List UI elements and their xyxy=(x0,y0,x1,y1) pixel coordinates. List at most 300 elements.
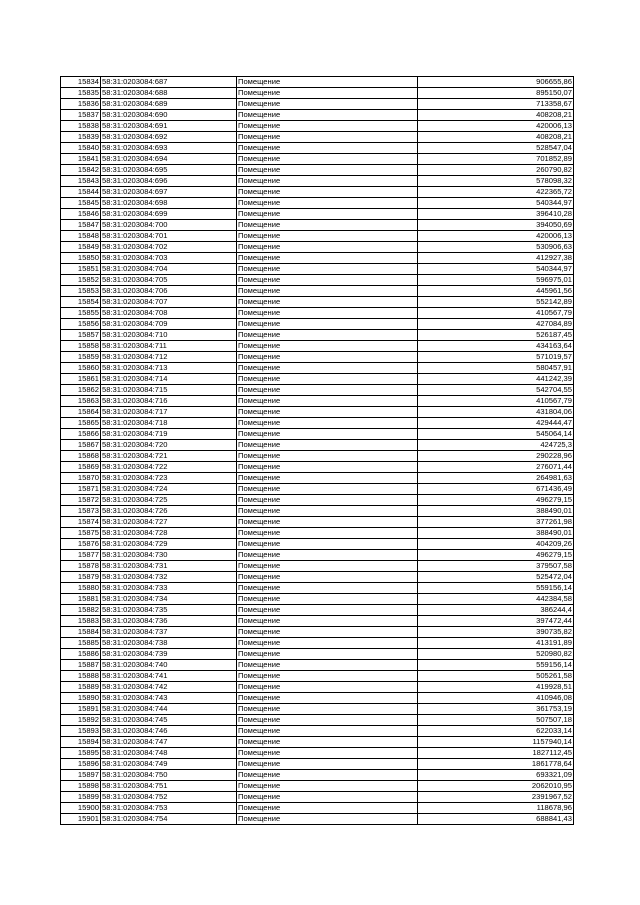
row-number-cell: 15849 xyxy=(61,242,101,253)
object-type-cell: Помещение xyxy=(237,341,418,352)
table-row xyxy=(61,638,574,649)
object-type-cell: Помещение xyxy=(237,385,418,396)
cadastral-value-cell: 410567,79 xyxy=(418,396,574,407)
cadastral-value-cell: 2391967,52 xyxy=(418,792,574,803)
object-type-cell: Помещение xyxy=(237,396,418,407)
cadastral-value-cell: 264981,63 xyxy=(418,473,574,484)
cadastral-value-cell: 542704,55 xyxy=(418,385,574,396)
cadastral-value-cell: 528547,04 xyxy=(418,143,574,154)
cadastral-number-cell: 58:31:0203084:716 xyxy=(101,396,237,407)
row-number-cell: 15879 xyxy=(61,572,101,583)
cadastral-value-cell: 2062010,95 xyxy=(418,781,574,792)
table-row xyxy=(61,572,574,583)
object-type-cell: Помещение xyxy=(237,198,418,209)
cadastral-value-cell: 895150,07 xyxy=(418,88,574,99)
table-row xyxy=(61,682,574,693)
row-number-cell: 15868 xyxy=(61,451,101,462)
cadastral-number-cell: 58:31:0203084:691 xyxy=(101,121,237,132)
document-sheet xyxy=(60,76,573,825)
row-number-cell: 15865 xyxy=(61,418,101,429)
cadastral-value-cell: 559156,14 xyxy=(418,660,574,671)
table-row xyxy=(61,792,574,803)
cadastral-value-cell: 442384,58 xyxy=(418,594,574,605)
object-type-cell: Помещение xyxy=(237,209,418,220)
object-type-cell: Помещение xyxy=(237,550,418,561)
cadastral-value-cell: 408208,21 xyxy=(418,132,574,143)
table-row xyxy=(61,693,574,704)
object-type-cell: Помещение xyxy=(237,77,418,88)
cadastral-number-cell: 58:31:0203084:741 xyxy=(101,671,237,682)
object-type-cell: Помещение xyxy=(237,792,418,803)
object-type-cell: Помещение xyxy=(237,132,418,143)
cadastral-number-cell: 58:31:0203084:753 xyxy=(101,803,237,814)
row-number-cell: 15874 xyxy=(61,517,101,528)
row-number-cell: 15888 xyxy=(61,671,101,682)
row-number-cell: 15838 xyxy=(61,121,101,132)
table-row xyxy=(61,704,574,715)
table-row xyxy=(61,407,574,418)
object-type-cell: Помещение xyxy=(237,506,418,517)
table-row xyxy=(61,198,574,209)
row-number-cell: 15853 xyxy=(61,286,101,297)
cadastral-value-cell: 412927,38 xyxy=(418,253,574,264)
cadastral-number-cell: 58:31:0203084:697 xyxy=(101,187,237,198)
object-type-cell: Помещение xyxy=(237,671,418,682)
cadastral-number-cell: 58:31:0203084:743 xyxy=(101,693,237,704)
cadastral-number-cell: 58:31:0203084:711 xyxy=(101,341,237,352)
cadastral-value-cell: 388490,01 xyxy=(418,506,574,517)
cadastral-value-cell: 505261,58 xyxy=(418,671,574,682)
object-type-cell: Помещение xyxy=(237,319,418,330)
row-number-cell: 15894 xyxy=(61,737,101,748)
cadastral-value-cell: 419928,51 xyxy=(418,682,574,693)
row-number-cell: 15900 xyxy=(61,803,101,814)
cadastral-value-table xyxy=(60,76,574,825)
object-type-cell: Помещение xyxy=(237,462,418,473)
object-type-cell: Помещение xyxy=(237,264,418,275)
object-type-cell: Помещение xyxy=(237,99,418,110)
table-row xyxy=(61,539,574,550)
row-number-cell: 15889 xyxy=(61,682,101,693)
cadastral-number-cell: 58:31:0203084:736 xyxy=(101,616,237,627)
cadastral-number-cell: 58:31:0203084:714 xyxy=(101,374,237,385)
object-type-cell: Помещение xyxy=(237,638,418,649)
row-number-cell: 15836 xyxy=(61,99,101,110)
cadastral-number-cell: 58:31:0203084:717 xyxy=(101,407,237,418)
object-type-cell: Помещение xyxy=(237,770,418,781)
cadastral-value-cell: 1861778,64 xyxy=(418,759,574,770)
row-number-cell: 15884 xyxy=(61,627,101,638)
cadastral-number-cell: 58:31:0203084:719 xyxy=(101,429,237,440)
row-number-cell: 15899 xyxy=(61,792,101,803)
cadastral-number-cell: 58:31:0203084:729 xyxy=(101,539,237,550)
cadastral-number-cell: 58:31:0203084:735 xyxy=(101,605,237,616)
object-type-cell: Помещение xyxy=(237,297,418,308)
object-type-cell: Помещение xyxy=(237,715,418,726)
table-row xyxy=(61,671,574,682)
cadastral-value-cell: 410567,79 xyxy=(418,308,574,319)
cadastral-value-cell: 118678,96 xyxy=(418,803,574,814)
row-number-cell: 15860 xyxy=(61,363,101,374)
cadastral-value-cell: 496279,15 xyxy=(418,550,574,561)
row-number-cell: 15859 xyxy=(61,352,101,363)
cadastral-value-cell: 496279,15 xyxy=(418,495,574,506)
cadastral-number-cell: 58:31:0203084:726 xyxy=(101,506,237,517)
row-number-cell: 15852 xyxy=(61,275,101,286)
cadastral-value-cell: 379507,58 xyxy=(418,561,574,572)
row-number-cell: 15858 xyxy=(61,341,101,352)
row-number-cell: 15839 xyxy=(61,132,101,143)
cadastral-number-cell: 58:31:0203084:703 xyxy=(101,253,237,264)
object-type-cell: Помещение xyxy=(237,660,418,671)
object-type-cell: Помещение xyxy=(237,682,418,693)
row-number-cell: 15873 xyxy=(61,506,101,517)
row-number-cell: 15892 xyxy=(61,715,101,726)
table-row xyxy=(61,154,574,165)
table-row xyxy=(61,209,574,220)
cadastral-number-cell: 58:31:0203084:728 xyxy=(101,528,237,539)
table-row xyxy=(61,605,574,616)
table-row xyxy=(61,506,574,517)
cadastral-value-cell: 526187,45 xyxy=(418,330,574,341)
cadastral-number-cell: 58:31:0203084:733 xyxy=(101,583,237,594)
object-type-cell: Помещение xyxy=(237,440,418,451)
cadastral-value-cell: 441242,39 xyxy=(418,374,574,385)
table-row xyxy=(61,803,574,814)
cadastral-number-cell: 58:31:0203084:730 xyxy=(101,550,237,561)
cadastral-value-cell: 580457,91 xyxy=(418,363,574,374)
row-number-cell: 15847 xyxy=(61,220,101,231)
row-number-cell: 15875 xyxy=(61,528,101,539)
table-row xyxy=(61,627,574,638)
cadastral-value-cell: 427084,89 xyxy=(418,319,574,330)
cadastral-value-cell: 377261,98 xyxy=(418,517,574,528)
row-number-cell: 15867 xyxy=(61,440,101,451)
object-type-cell: Помещение xyxy=(237,594,418,605)
table-row xyxy=(61,77,574,88)
cadastral-number-cell: 58:31:0203084:713 xyxy=(101,363,237,374)
object-type-cell: Помещение xyxy=(237,363,418,374)
row-number-cell: 15870 xyxy=(61,473,101,484)
table-row xyxy=(61,297,574,308)
cadastral-number-cell: 58:31:0203084:702 xyxy=(101,242,237,253)
cadastral-number-cell: 58:31:0203084:737 xyxy=(101,627,237,638)
row-number-cell: 15846 xyxy=(61,209,101,220)
cadastral-number-cell: 58:31:0203084:695 xyxy=(101,165,237,176)
cadastral-value-cell: 386244,4 xyxy=(418,605,574,616)
cadastral-value-cell: 688841,43 xyxy=(418,814,574,825)
cadastral-number-cell: 58:31:0203084:754 xyxy=(101,814,237,825)
table-row xyxy=(61,275,574,286)
cadastral-number-cell: 58:31:0203084:738 xyxy=(101,638,237,649)
table-row xyxy=(61,484,574,495)
object-type-cell: Помещение xyxy=(237,165,418,176)
object-type-cell: Помещение xyxy=(237,275,418,286)
table-row xyxy=(61,594,574,605)
cadastral-number-cell: 58:31:0203084:749 xyxy=(101,759,237,770)
table-row xyxy=(61,132,574,143)
object-type-cell: Помещение xyxy=(237,561,418,572)
cadastral-number-cell: 58:31:0203084:720 xyxy=(101,440,237,451)
object-type-cell: Помещение xyxy=(237,737,418,748)
cadastral-number-cell: 58:31:0203084:750 xyxy=(101,770,237,781)
table-row xyxy=(61,363,574,374)
table-row xyxy=(61,473,574,484)
table-row xyxy=(61,781,574,792)
row-number-cell: 15841 xyxy=(61,154,101,165)
row-number-cell: 15877 xyxy=(61,550,101,561)
row-number-cell: 15835 xyxy=(61,88,101,99)
cadastral-value-cell: 396410,28 xyxy=(418,209,574,220)
cadastral-value-cell: 596975,01 xyxy=(418,275,574,286)
row-number-cell: 15883 xyxy=(61,616,101,627)
table-row xyxy=(61,374,574,385)
row-number-cell: 15895 xyxy=(61,748,101,759)
cadastral-number-cell: 58:31:0203084:688 xyxy=(101,88,237,99)
cadastral-number-cell: 58:31:0203084:742 xyxy=(101,682,237,693)
cadastral-value-cell: 397472,44 xyxy=(418,616,574,627)
cadastral-value-cell: 388490,01 xyxy=(418,528,574,539)
cadastral-number-cell: 58:31:0203084:724 xyxy=(101,484,237,495)
cadastral-number-cell: 58:31:0203084:747 xyxy=(101,737,237,748)
cadastral-number-cell: 58:31:0203084:734 xyxy=(101,594,237,605)
row-number-cell: 15862 xyxy=(61,385,101,396)
cadastral-value-cell: 290228,96 xyxy=(418,451,574,462)
cadastral-number-cell: 58:31:0203084:698 xyxy=(101,198,237,209)
object-type-cell: Помещение xyxy=(237,693,418,704)
row-number-cell: 15886 xyxy=(61,649,101,660)
row-number-cell: 15881 xyxy=(61,594,101,605)
row-number-cell: 15845 xyxy=(61,198,101,209)
row-number-cell: 15856 xyxy=(61,319,101,330)
cadastral-value-cell: 693321,09 xyxy=(418,770,574,781)
cadastral-value-cell: 552142,89 xyxy=(418,297,574,308)
table-row xyxy=(61,396,574,407)
cadastral-value-cell: 520980,82 xyxy=(418,649,574,660)
cadastral-number-cell: 58:31:0203084:690 xyxy=(101,110,237,121)
cadastral-number-cell: 58:31:0203084:712 xyxy=(101,352,237,363)
object-type-cell: Помещение xyxy=(237,583,418,594)
cadastral-number-cell: 58:31:0203084:710 xyxy=(101,330,237,341)
row-number-cell: 15893 xyxy=(61,726,101,737)
table-row xyxy=(61,88,574,99)
object-type-cell: Помещение xyxy=(237,484,418,495)
row-number-cell: 15837 xyxy=(61,110,101,121)
cadastral-number-cell: 58:31:0203084:718 xyxy=(101,418,237,429)
cadastral-value-cell: 394050,69 xyxy=(418,220,574,231)
table-row xyxy=(61,561,574,572)
cadastral-number-cell: 58:31:0203084:696 xyxy=(101,176,237,187)
cadastral-number-cell: 58:31:0203084:704 xyxy=(101,264,237,275)
cadastral-number-cell: 58:31:0203084:731 xyxy=(101,561,237,572)
cadastral-value-cell: 434163,64 xyxy=(418,341,574,352)
row-number-cell: 15834 xyxy=(61,77,101,88)
cadastral-number-cell: 58:31:0203084:700 xyxy=(101,220,237,231)
table-row xyxy=(61,385,574,396)
table-row xyxy=(61,187,574,198)
object-type-cell: Помещение xyxy=(237,143,418,154)
row-number-cell: 15855 xyxy=(61,308,101,319)
row-number-cell: 15848 xyxy=(61,231,101,242)
object-type-cell: Помещение xyxy=(237,88,418,99)
row-number-cell: 15878 xyxy=(61,561,101,572)
table-row xyxy=(61,242,574,253)
table-row xyxy=(61,451,574,462)
cadastral-value-cell: 420006,13 xyxy=(418,231,574,242)
row-number-cell: 15891 xyxy=(61,704,101,715)
cadastral-value-cell: 540344,97 xyxy=(418,198,574,209)
cadastral-number-cell: 58:31:0203084:705 xyxy=(101,275,237,286)
cadastral-number-cell: 58:31:0203084:706 xyxy=(101,286,237,297)
table-row xyxy=(61,726,574,737)
cadastral-number-cell: 58:31:0203084:708 xyxy=(101,308,237,319)
object-type-cell: Помещение xyxy=(237,748,418,759)
row-number-cell: 15866 xyxy=(61,429,101,440)
object-type-cell: Помещение xyxy=(237,110,418,121)
object-type-cell: Помещение xyxy=(237,572,418,583)
cadastral-value-cell: 530906,63 xyxy=(418,242,574,253)
cadastral-number-cell: 58:31:0203084:748 xyxy=(101,748,237,759)
cadastral-value-cell: 507507,18 xyxy=(418,715,574,726)
object-type-cell: Помещение xyxy=(237,352,418,363)
row-number-cell: 15896 xyxy=(61,759,101,770)
table-row xyxy=(61,319,574,330)
cadastral-number-cell: 58:31:0203084:689 xyxy=(101,99,237,110)
cadastral-value-cell: 1157940,14 xyxy=(418,737,574,748)
object-type-cell: Помещение xyxy=(237,330,418,341)
table-row xyxy=(61,770,574,781)
object-type-cell: Помещение xyxy=(237,759,418,770)
table-row xyxy=(61,220,574,231)
table-row xyxy=(61,176,574,187)
row-number-cell: 15897 xyxy=(61,770,101,781)
object-type-cell: Помещение xyxy=(237,539,418,550)
table-row xyxy=(61,748,574,759)
cadastral-number-cell: 58:31:0203084:723 xyxy=(101,473,237,484)
cadastral-value-cell: 390735,82 xyxy=(418,627,574,638)
table-row xyxy=(61,341,574,352)
row-number-cell: 15872 xyxy=(61,495,101,506)
table-row xyxy=(61,649,574,660)
object-type-cell: Помещение xyxy=(237,517,418,528)
cadastral-value-cell: 413191,89 xyxy=(418,638,574,649)
cadastral-value-cell: 445961,56 xyxy=(418,286,574,297)
table-row xyxy=(61,121,574,132)
table-row xyxy=(61,99,574,110)
object-type-cell: Помещение xyxy=(237,429,418,440)
table-row xyxy=(61,308,574,319)
cadastral-number-cell: 58:31:0203084:752 xyxy=(101,792,237,803)
object-type-cell: Помещение xyxy=(237,473,418,484)
object-type-cell: Помещение xyxy=(237,495,418,506)
table-row xyxy=(61,462,574,473)
table-row xyxy=(61,286,574,297)
row-number-cell: 15901 xyxy=(61,814,101,825)
object-type-cell: Помещение xyxy=(237,418,418,429)
object-type-cell: Помещение xyxy=(237,649,418,660)
object-type-cell: Помещение xyxy=(237,704,418,715)
table-row xyxy=(61,418,574,429)
cadastral-number-cell: 58:31:0203084:745 xyxy=(101,715,237,726)
row-number-cell: 15861 xyxy=(61,374,101,385)
table-row xyxy=(61,550,574,561)
cadastral-number-cell: 58:31:0203084:692 xyxy=(101,132,237,143)
table-row xyxy=(61,583,574,594)
cadastral-value-cell: 906655,86 xyxy=(418,77,574,88)
object-type-cell: Помещение xyxy=(237,308,418,319)
cadastral-number-cell: 58:31:0203084:715 xyxy=(101,385,237,396)
cadastral-value-cell: 525472,04 xyxy=(418,572,574,583)
table-row xyxy=(61,429,574,440)
row-number-cell: 15882 xyxy=(61,605,101,616)
cadastral-number-cell: 58:31:0203084:701 xyxy=(101,231,237,242)
object-type-cell: Помещение xyxy=(237,176,418,187)
cadastral-value-cell: 545064,14 xyxy=(418,429,574,440)
table-row xyxy=(61,264,574,275)
row-number-cell: 15851 xyxy=(61,264,101,275)
row-number-cell: 15857 xyxy=(61,330,101,341)
object-type-cell: Помещение xyxy=(237,407,418,418)
table-row xyxy=(61,517,574,528)
table-body xyxy=(61,77,574,825)
table-row xyxy=(61,110,574,121)
row-number-cell: 15843 xyxy=(61,176,101,187)
object-type-cell: Помещение xyxy=(237,242,418,253)
cadastral-value-cell: 260790,82 xyxy=(418,165,574,176)
object-type-cell: Помещение xyxy=(237,451,418,462)
cadastral-value-cell: 1827112,45 xyxy=(418,748,574,759)
row-number-cell: 15898 xyxy=(61,781,101,792)
object-type-cell: Помещение xyxy=(237,231,418,242)
cadastral-value-cell: 578098,32 xyxy=(418,176,574,187)
cadastral-value-cell: 276071,44 xyxy=(418,462,574,473)
object-type-cell: Помещение xyxy=(237,627,418,638)
cadastral-value-cell: 622033,14 xyxy=(418,726,574,737)
cadastral-number-cell: 58:31:0203084:721 xyxy=(101,451,237,462)
cadastral-value-cell: 424725,3 xyxy=(418,440,574,451)
row-number-cell: 15850 xyxy=(61,253,101,264)
object-type-cell: Помещение xyxy=(237,781,418,792)
cadastral-number-cell: 58:31:0203084:709 xyxy=(101,319,237,330)
row-number-cell: 15844 xyxy=(61,187,101,198)
table-row xyxy=(61,616,574,627)
cadastral-value-cell: 422365,72 xyxy=(418,187,574,198)
table-row xyxy=(61,715,574,726)
cadastral-value-cell: 420006,13 xyxy=(418,121,574,132)
cadastral-number-cell: 58:31:0203084:746 xyxy=(101,726,237,737)
cadastral-number-cell: 58:31:0203084:739 xyxy=(101,649,237,660)
row-number-cell: 15869 xyxy=(61,462,101,473)
row-number-cell: 15876 xyxy=(61,539,101,550)
cadastral-value-cell: 559156,14 xyxy=(418,583,574,594)
cadastral-number-cell: 58:31:0203084:740 xyxy=(101,660,237,671)
row-number-cell: 15880 xyxy=(61,583,101,594)
object-type-cell: Помещение xyxy=(237,726,418,737)
row-number-cell: 15871 xyxy=(61,484,101,495)
table-row xyxy=(61,814,574,825)
cadastral-value-cell: 429444,47 xyxy=(418,418,574,429)
row-number-cell: 15854 xyxy=(61,297,101,308)
cadastral-value-cell: 408208,21 xyxy=(418,110,574,121)
table-row xyxy=(61,440,574,451)
cadastral-number-cell: 58:31:0203084:751 xyxy=(101,781,237,792)
row-number-cell: 15863 xyxy=(61,396,101,407)
cadastral-number-cell: 58:31:0203084:707 xyxy=(101,297,237,308)
object-type-cell: Помещение xyxy=(237,220,418,231)
object-type-cell: Помещение xyxy=(237,605,418,616)
cadastral-value-cell: 361753,19 xyxy=(418,704,574,715)
cadastral-number-cell: 58:31:0203084:732 xyxy=(101,572,237,583)
